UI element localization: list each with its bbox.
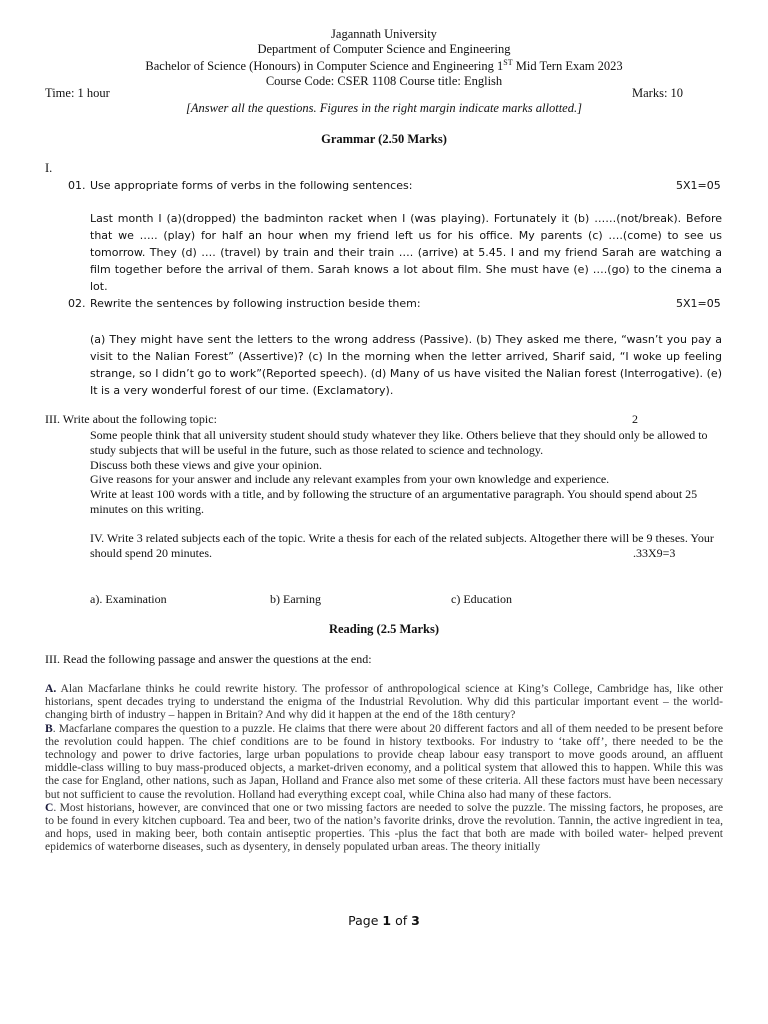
grammar-title: Grammar (2.50 Marks) (321, 132, 447, 146)
marks-label: Marks: 10 (632, 86, 684, 100)
reading-passage (45, 682, 723, 854)
writing-instructions (90, 428, 722, 517)
department-name: Department of Computer Science and Engineering (257, 41, 511, 56)
writing-line: Some people think that all university student should study whatever they like. Others believe that they should only be allowed to study subjects that will be useful in the future, such as those related to science and technology. (90, 428, 708, 457)
reading-instruction: III. Read the following passage and answer the questions at the end: (45, 652, 372, 666)
course-line: Course Code: CSER 1108 Course title: English (265, 73, 503, 88)
q4-block (90, 531, 722, 561)
q2-body: (a) They might have sent the letters to the wrong address (Passive). (b) They asked me there, “wasn’t you pay a visit to the Nalian Forest” (Assertive)? (c) In the morning when the letter arrived, Sharif said, “I woke up feeling strange, so I didn’t go to work”(Reported speech). (d) Many of us have visited the Nalian forest (Interrogative). (e) It is a very wonderful forest of our time. (Exclamatory). (90, 333, 722, 397)
passage-paragraph-c: C. Most historians, however, are convinced that one or two missing factors are needed to solve the puzzle. The missing factors, he proposes, are to be found in every kitchen cupboard. Tea and beer, two of the nation’s favorite drinks, drove the revolution. Tannin, the active ingredient in tea, and hops, used in making beer, both contain antiseptic properties. This -plus the fact that both are made with boiled water- helped prevent epidemics of waterborne diseases, such as dysentery, in densely populated urban areas. The theory initially (45, 800, 723, 854)
section-roman-i: I. (45, 161, 53, 175)
university-name: Jagannath University (331, 27, 437, 41)
q1-marks: 5X1=05 (676, 179, 721, 192)
paragraph-label: C (45, 800, 54, 814)
instruction-line: [Answer all the questions. Figures in the right margin indicate marks allotted.] (186, 101, 582, 115)
page-number: 1 (382, 913, 392, 928)
q2-number: 02. (68, 297, 86, 310)
paragraph-label: B (45, 721, 53, 735)
writing-line: Discuss both these views and give your opinion. (90, 457, 322, 472)
option-education: c) Education (451, 592, 512, 606)
writing-heading: III. Write about the following topic: (45, 412, 217, 426)
q4-text: IV. Write 3 related subjects each of the topic. Write a thesis for each of the related subjects. Altogether there will be 9 theses. Your should spend 20 minutes. (90, 531, 714, 560)
q4-marks: .33X9=3 (633, 546, 676, 560)
writing-line: Give reasons for your answer and include any relevant examples from your own knowledge and experience. (90, 472, 610, 487)
q1-body: Last month I (a)(dropped) the badminton racket when I (was playing). Fortunately it (b) ……(not/break). Before that we ….. (play) for half an hour when my friend left us for his office. My parents (c) ….(come) to see us tomorrow. They (d) …. (travel) by train and their train …. (arrive) at 5.45. I and my friend Sarah are watching a film together before the arrival of them. Sarah knows a lot about film. She must have (e) ….(go) to the cinema a lot. (90, 212, 722, 293)
page-footer: Page 1 of 3 (348, 913, 420, 928)
q1-number: 01. (68, 179, 86, 192)
option-examination: a). Examination (90, 592, 167, 606)
passage-paragraph-a: A. Alan Macfarlane thinks he could rewrite history. The professor of anthropological science at King’s College, Cambridge has, like other historians, spent decades trying to understand the enigma of the Industrial Revolution. Why did this particular important event – the world- changing birth of industry – happen in Britain? And why did it happen at the end of the 18th century? (45, 682, 723, 722)
exam-header (0, 27, 768, 89)
reading-title: Reading (2.5 Marks) (328, 622, 440, 636)
q2-prompt: Rewrite the sentences by following instruction beside them: (90, 297, 421, 310)
passage-paragraph-b: B. Macfarlane compares the question to a puzzle. He claims that there were about 20 different factors and all of them needed to be present before the revolution could happen. The chief conditions are to be found in history textbooks. For industry to ‘take off’, there needed to be the technology and power to drive factories, large urban populations to provide cheap labour easy transport to move goods around, an affluent middle-class willing to buy mass-produced objects, a market-driven economy, and a political system that allowed this to happen. While this was the case for England, other nations, such as Japan, Holland and France also met some of these criteria. All these factors must have been necessary but not sufficient to cause the revolution. Holland had everything except coal, while China also had many of these factors. (45, 721, 723, 801)
time-label: Time: 1 hour (45, 86, 110, 100)
option-earning: b) Earning (270, 592, 321, 606)
writing-line: Write at least 100 words with a title, and by following the structure of an argumentative paragraph. You should spend about 25 minutes on this writing. (90, 487, 698, 516)
paragraph-label: A. (45, 682, 57, 695)
writing-marks: 2 (632, 412, 638, 426)
q2-marks: 5X1=05 (676, 297, 721, 310)
q1-prompt: Use appropriate forms of verbs in the following sentences: (90, 179, 413, 192)
page-total: 3 (411, 913, 420, 928)
program-line: Bachelor of Science (Honours) in Computer Science and Engineering 1ST Mid Tern Exam 2023 (145, 58, 623, 74)
